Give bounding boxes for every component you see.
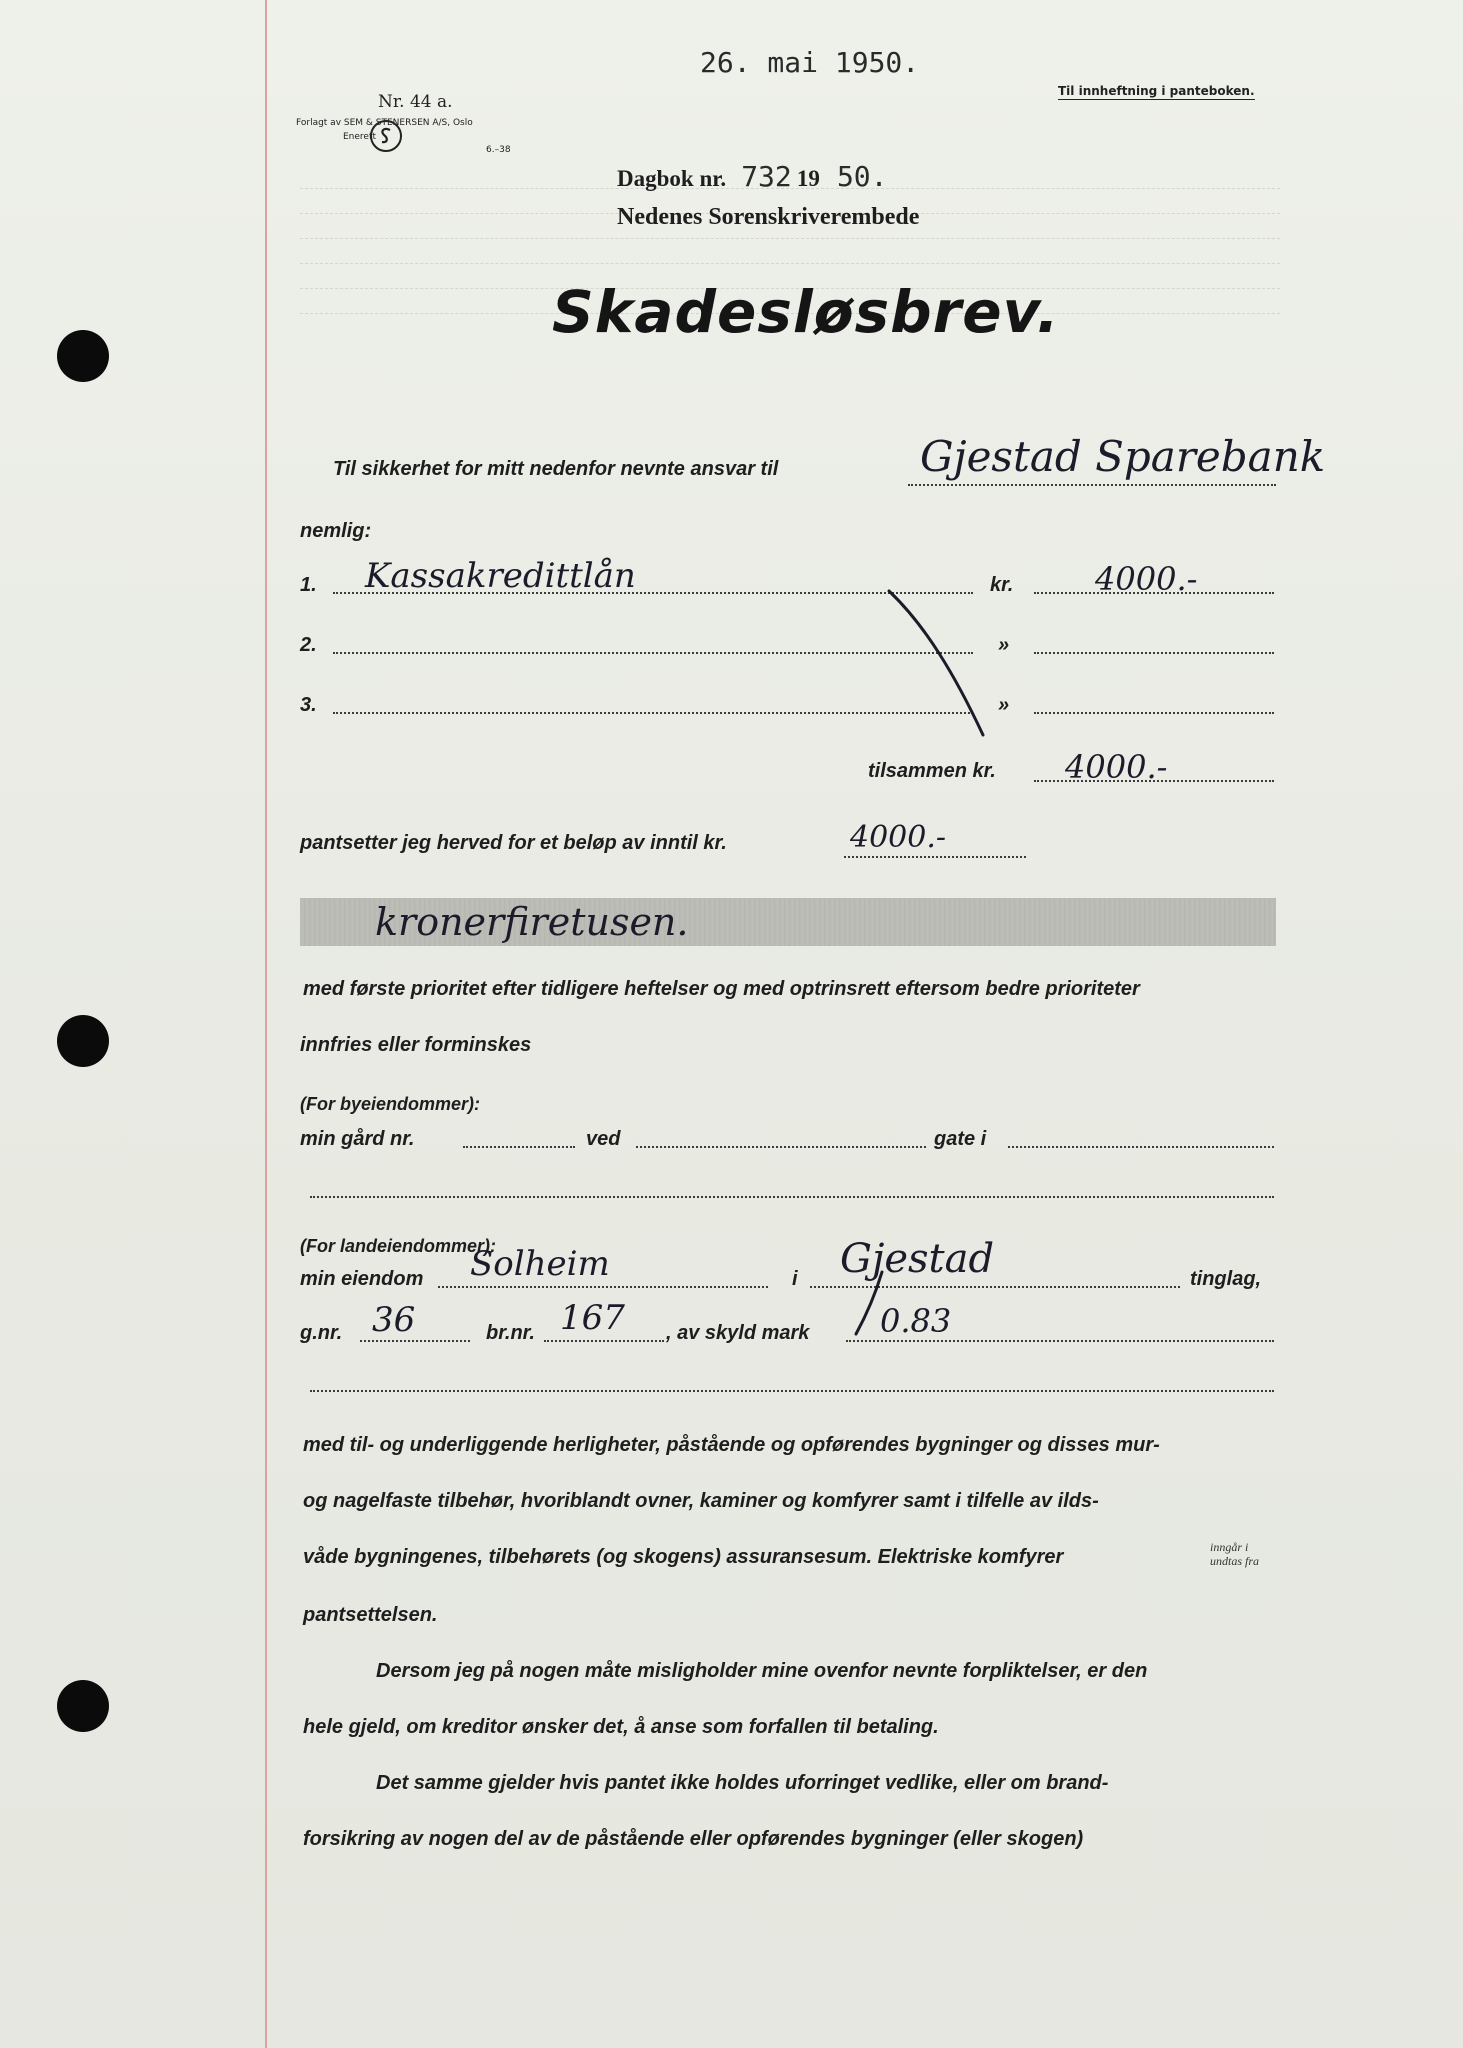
brnr-value: 167	[560, 1298, 625, 1338]
gard-label: min gård nr.	[300, 1128, 415, 1150]
i-label: i	[792, 1268, 798, 1290]
item-1-description: Kassakredittlån	[365, 556, 636, 596]
gate-line	[1008, 1146, 1274, 1148]
body-text-5: Dersom jeg på nogen måte misligholder mine ovenfor nevnte forpliktelser, er den	[376, 1660, 1148, 1682]
inngar-option: inngår i	[1210, 1540, 1249, 1554]
property-name: Solheim	[470, 1244, 610, 1284]
gnr-label: g.nr.	[300, 1322, 343, 1344]
dagbok-line	[617, 160, 888, 193]
gate-label: gate i	[934, 1128, 987, 1150]
publisher-logo	[370, 120, 402, 152]
priority-line-1	[303, 978, 1278, 1001]
pledge-label: pantsetter jeg herved for et beløp av inntil kr.	[300, 832, 727, 854]
gnr-line	[360, 1340, 470, 1342]
total-amount: 4000.-	[1065, 748, 1168, 786]
form-number: Nr. 44 a.	[378, 92, 453, 112]
pledge-amount: 4000.-	[850, 820, 947, 855]
dagbok-year-prefix: 19	[796, 166, 820, 191]
brnr-label: br.nr.	[486, 1322, 535, 1344]
body-text-4: pantsettelsen.	[303, 1604, 438, 1626]
total-label: tilsammen kr.	[868, 760, 996, 782]
rights: Enerett	[343, 132, 377, 142]
gnr-value: 36	[372, 1300, 416, 1340]
strike-stroke	[885, 585, 995, 745]
item-3-unit: »	[998, 694, 1010, 716]
item-1-amount: 4000.-	[1095, 560, 1198, 598]
edition: 6.–38	[486, 145, 511, 155]
pledge-amount-line	[844, 856, 1026, 858]
body-text-6: hele gjeld, om kreditor ønsker det, å anse som forfallen til betaling.	[303, 1716, 939, 1738]
rural-extra-line	[310, 1390, 1274, 1392]
skyld-line	[846, 1340, 1274, 1342]
document-title: Skadesløsbrev.	[552, 278, 1060, 346]
publisher: Forlagt av SEM & STENERSEN A/S, Oslo	[296, 118, 473, 128]
inngar-note	[1210, 1540, 1259, 1568]
dagbok-number: 732	[741, 160, 792, 193]
security-label: Til sikkerhet for mitt nedenfor nevnte ansvar til	[333, 458, 779, 480]
rural-heading: (For landeiendommer):	[300, 1236, 497, 1256]
tinglag-label: tinglag,	[1190, 1268, 1262, 1290]
item-2-desc-line	[333, 652, 973, 654]
item-2-amount-line	[1034, 652, 1274, 654]
body-text-1: med til- og underliggende herligheter, påstående og opførendes bygninger og disses mur-	[303, 1434, 1160, 1456]
ved-line	[636, 1146, 926, 1148]
body-text-7: Det samme gjelder hvis pantet ikke holdes uforringet vedlike, eller om brand-	[376, 1772, 1109, 1794]
eiendom-label: min eiendom	[300, 1268, 424, 1290]
priority-text-1: med første prioritet efter tidligere heftelser og med optrinsrett eftersom bedre prioriteter	[303, 978, 1140, 1000]
date: 26. mai 1950.	[700, 46, 920, 79]
creditor-name: Gjestad Sparebank	[920, 432, 1326, 481]
creditor-dotted-line	[908, 484, 1276, 486]
pen-stroke	[848, 1268, 888, 1338]
body-text-2: og nagelfaste tilbehør, hvoriblandt ovner, kaminer og komfyrer samt i tilfelle av ilds-	[303, 1490, 1099, 1512]
undtas-option: undtas fra	[1210, 1554, 1260, 1568]
city-extra-line	[310, 1196, 1274, 1198]
item-1-number: 1.	[300, 574, 317, 596]
item-2-unit: »	[998, 634, 1010, 656]
item-1-unit: kr.	[990, 574, 1014, 596]
body-text-3: våde bygningenes, tilbehørets (og skogens) assuransesum. Elektriske komfyrer	[303, 1546, 1064, 1568]
dagbok-label: Dagbok nr.	[617, 166, 727, 191]
filing-note: Til innheftning i panteboken.	[1058, 84, 1255, 98]
item-3-desc-line	[333, 712, 973, 714]
items-label: nemlig:	[300, 520, 372, 542]
priority-text-2: innfries eller forminskes	[300, 1034, 532, 1056]
ved-label: ved	[586, 1128, 621, 1150]
item-3-number: 3.	[300, 694, 317, 716]
office-name: Nedenes Sorenskriverembede	[617, 204, 920, 230]
dagbok-year: 50.	[836, 160, 888, 193]
margin-line	[265, 0, 267, 2048]
amount-in-words: kronerfiretusen.	[375, 900, 689, 944]
punch-hole-bottom	[57, 1680, 109, 1732]
item-3-amount-line	[1034, 712, 1274, 714]
body-text-8: forsikring av nogen del av de påstående eller opførendes bygninger (eller skogen)	[303, 1828, 1084, 1850]
body-line-2	[303, 1490, 1278, 1513]
gard-line	[463, 1146, 575, 1148]
city-heading: (For byeiendommer):	[300, 1094, 481, 1114]
eiendom-line	[438, 1286, 768, 1288]
punch-hole-top	[57, 330, 109, 382]
municipality: Gjestad	[840, 1236, 995, 1282]
punch-hole-middle	[57, 1015, 109, 1067]
brnr-line	[544, 1340, 664, 1342]
skyld-label: , av skyld mark	[666, 1322, 810, 1344]
item-2-number: 2.	[300, 634, 317, 656]
body-line-1	[303, 1434, 1278, 1457]
skyld-value: 0.83	[880, 1302, 952, 1340]
